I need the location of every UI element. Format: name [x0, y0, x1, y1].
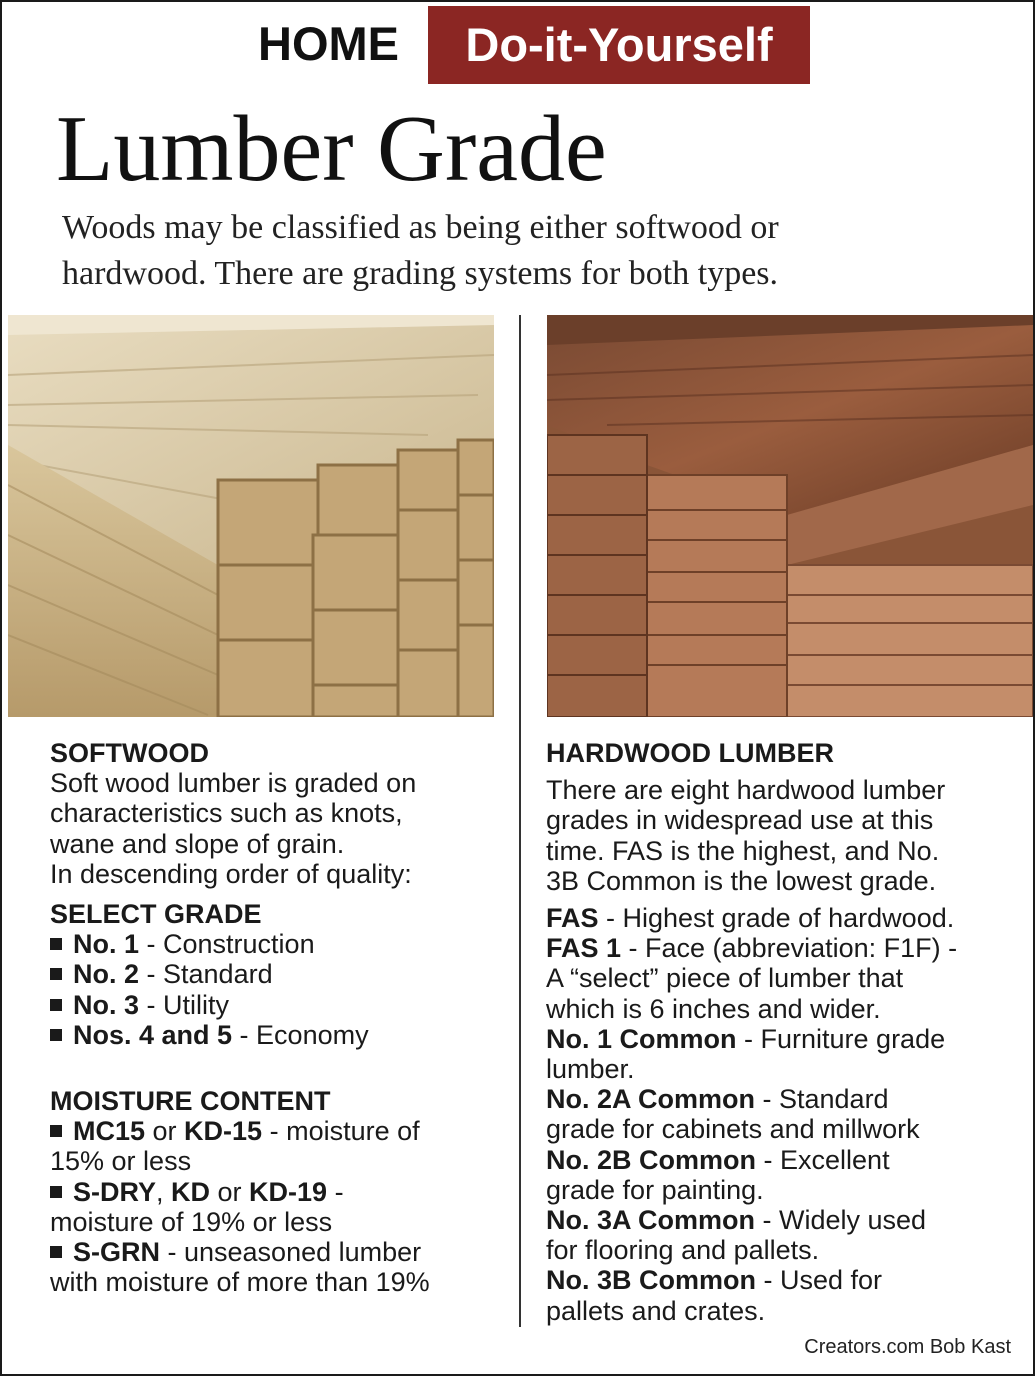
- hardwood-grade-item: No. 2B Common - Excellent: [546, 1144, 890, 1175]
- bullet-square-icon: [50, 1186, 62, 1198]
- hardwood-description-line: 3B Common is the lowest grade.: [546, 865, 937, 896]
- hardwood-description-line: grades in widespread use at this: [546, 805, 934, 836]
- intro-line: Woods may be classified as being either softwood or: [62, 209, 779, 246]
- softwood-description-line: characteristics such as knots,: [50, 798, 403, 829]
- header-home-label: HOME: [258, 17, 399, 70]
- hardwood-grade-item: No. 3A Common - Widely used: [546, 1205, 927, 1236]
- bullet-square-icon: [50, 1125, 62, 1137]
- credit-line: Creators.com Bob Kast: [804, 1336, 1011, 1358]
- hardwood-grade-cont: grade for cabinets and millwork: [546, 1114, 920, 1145]
- moisture-item: S-GRN - unseasoned lumber: [50, 1237, 510, 1267]
- softwood-section: [50, 738, 510, 1297]
- softwood-description-line: Soft wood lumber is graded on: [50, 768, 417, 799]
- hardwood-heading: HARDWOOD LUMBER: [546, 738, 834, 768]
- hardwood-grade-item: No. 2A Common - Standard: [546, 1084, 889, 1115]
- grade-item: No. 1 - Construction: [50, 929, 510, 959]
- moisture-item: MC15 or KD-15 - moisture of: [50, 1116, 510, 1146]
- softwood-heading: SOFTWOOD: [50, 738, 209, 768]
- softwood-description-line: wane and slope of grain.: [50, 828, 345, 859]
- grade-item: No. 2 - Standard: [50, 959, 510, 989]
- hardwood-grade-cont: which is 6 inches and wider.: [546, 993, 881, 1024]
- intro-text: [62, 205, 962, 297]
- moisture-content-heading: MOISTURE CONTENT: [50, 1086, 331, 1117]
- moisture-item-cont: moisture of 19% or less: [50, 1206, 333, 1237]
- hardwood-grade-cont: for flooring and pallets.: [546, 1235, 820, 1266]
- select-grade-heading: SELECT GRADE: [50, 899, 262, 930]
- column-divider: [519, 315, 521, 1327]
- bullet-square-icon: [50, 1246, 62, 1258]
- grade-item: Nos. 4 and 5 - Economy: [50, 1020, 510, 1050]
- grade-item: No. 3 - Utility: [50, 990, 510, 1020]
- hardwood-grade-cont: grade for painting.: [546, 1174, 764, 1205]
- bullet-square-icon: [50, 968, 62, 980]
- hardwood-grade-cont: pallets and crates.: [546, 1295, 766, 1326]
- softwood-description-line: In descending order of quality:: [50, 858, 412, 889]
- moisture-item: S-DRY, KD or KD-19 -: [50, 1177, 510, 1207]
- softwood-lumber-photo: [8, 315, 494, 717]
- bullet-square-icon: [50, 999, 62, 1011]
- hardwood-grade-item: FAS 1 - Face (abbreviation: F1F) -: [546, 933, 958, 964]
- intro-line: hardwood. There are grading systems for both types.: [62, 255, 779, 292]
- hardwood-grade-item: No. 1 Common - Furniture grade: [546, 1023, 946, 1054]
- hardwood-grade-item: No. 3B Common - Used for: [546, 1265, 883, 1296]
- hardwood-grade-item: FAS - Highest grade of hardwood.: [546, 903, 955, 934]
- article-title: Lumber Grade: [56, 97, 607, 201]
- moisture-item-cont: 15% or less: [50, 1146, 192, 1177]
- hardwood-description-line: time. FAS is the highest, and No.: [546, 835, 940, 866]
- moisture-item-cont: with moisture of more than 19%: [50, 1267, 430, 1298]
- hardwood-grade-cont: A “select” piece of lumber that: [546, 963, 904, 994]
- header-section-badge: Do-it-Yourself: [428, 6, 810, 84]
- hardwood-section: [546, 738, 1026, 1326]
- hardwood-lumber-photo: [547, 315, 1033, 717]
- hardwood-grade-cont: lumber.: [546, 1054, 635, 1085]
- bullet-square-icon: [50, 938, 62, 950]
- hardwood-description-line: There are eight hardwood lumber: [546, 775, 946, 806]
- bullet-square-icon: [50, 1029, 62, 1041]
